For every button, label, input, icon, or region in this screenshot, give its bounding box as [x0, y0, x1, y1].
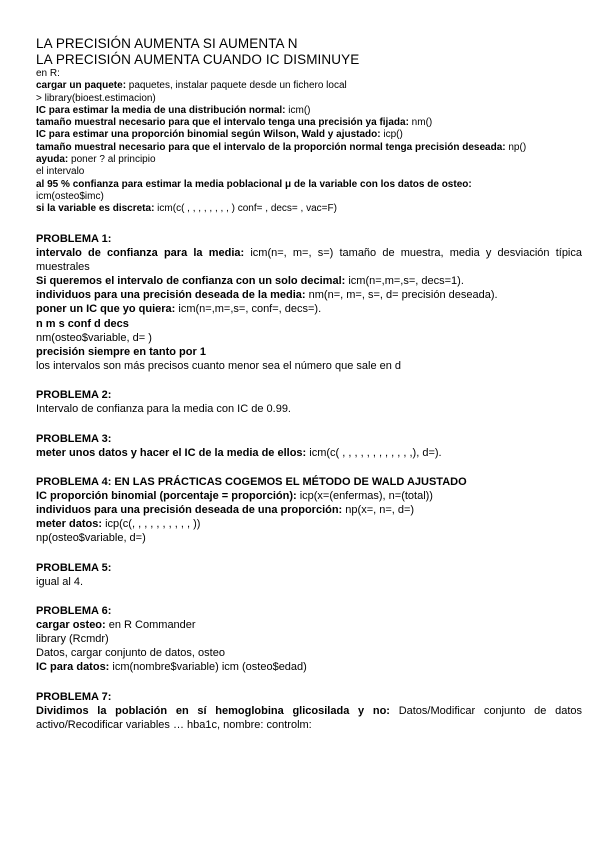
- section-line: meter unos datos y hacer el IC de la media de ellos: icm(c( , , , , , , , , , , , ,), d=).: [36, 446, 442, 459]
- section-problema-7: [36, 690, 582, 732]
- section-line: np(osteo$variable, d=): [36, 532, 146, 545]
- intro-line: ayuda: poner ? al principio: [36, 154, 156, 166]
- section-problema-1: [36, 232, 582, 374]
- section-title: PROBLEMA 6:: [36, 604, 112, 617]
- section-line: individuos para una precisión deseada de una proporción: np(x=, n=, d=): [36, 504, 415, 516]
- section-problema-6: [36, 604, 582, 675]
- section-problema-3: [36, 432, 582, 460]
- section-title: PROBLEMA 4: EN LAS PRÁCTICAS COGEMOS EL MÉTODO DE WALD AJUSTADO: [36, 475, 467, 488]
- section-line: nm(osteo$variable, d= ): [36, 331, 152, 344]
- section-line: intervalo de confianza para la media: icm(n=, m=, s=) tamaño de muestra, media y desviación típica muestrales: [36, 246, 582, 273]
- intro-block: [36, 68, 582, 216]
- intro-line: icm(osteo$imc): [36, 190, 104, 202]
- intro-line: IC para estimar una proporción binomial según Wilson, Wald y ajustado: icp(): [36, 129, 403, 141]
- intro-line: el intervalo: [36, 166, 85, 178]
- section-line: Datos, cargar conjunto de datos, osteo: [36, 647, 225, 660]
- section-line: poner un IC que yo quiera: icm(n=,m=,s=, conf=, decs=).: [36, 303, 322, 316]
- section-title: PROBLEMA 7:: [36, 690, 112, 703]
- section-line: igual al 4.: [36, 575, 84, 588]
- intro-line: si la variable es discreta: icm(c( , , , , , , , , ) conf= , decs= , vac=F): [36, 203, 337, 215]
- title-line-1: LA PRECISIÓN AUMENTA SI AUMENTA N: [36, 36, 298, 51]
- section-problema-5: [36, 561, 582, 589]
- section-problema-2: [36, 388, 582, 416]
- section-line: IC proporción binomial (porcentaje = proporción): icp(x=(enfermas), n=(total)): [36, 489, 433, 502]
- section-line: individuos para una precisión deseada de la media: nm(n=, m=, s=, d= precisión deseada).: [36, 289, 498, 302]
- document-page: [36, 36, 582, 732]
- section-line: Dividimos la población en sí hemoglobina glicosilada y no: Datos/Modificar conjunto de datos activo/Recodificar variables … hba1c, nombre: controlm:: [36, 704, 582, 731]
- intro-line: > library(bioest.estimacion): [36, 92, 156, 104]
- section-line: library (Rcmdr): [36, 633, 109, 646]
- section-title: PROBLEMA 1:: [36, 232, 112, 245]
- intro-line: tamaño muestral necesario para que el intervalo tenga una precisión ya fijada: nm(): [36, 117, 433, 129]
- title-line-2: LA PRECISIÓN AUMENTA CUANDO IC DISMINUYE: [36, 52, 360, 67]
- section-line: meter datos: icp(c(, , , , , , , , , , )): [36, 518, 201, 531]
- section-line: Intervalo de confianza para la media con IC de 0.99.: [36, 403, 291, 416]
- intro-line: en R:: [36, 68, 60, 79]
- section-line: Si queremos el intervalo de confianza con un solo decimal: icm(n=,m=,s=, decs=1).: [36, 274, 464, 287]
- section-title: PROBLEMA 5:: [36, 561, 112, 574]
- section-line: cargar osteo: en R Commander: [36, 618, 196, 631]
- section-line: precisión siempre en tanto por 1: [36, 345, 206, 358]
- section-title: PROBLEMA 2:: [36, 389, 112, 402]
- intro-line: cargar un paquete: paquetes, instalar paquete desde un fichero local: [36, 80, 347, 92]
- intro-line: al 95 % confianza para estimar la media poblacional μ de la variable con los datos de osteo:: [36, 178, 472, 190]
- section-line: los intervalos son más precisos cuanto menor sea el número que sale en d: [36, 360, 402, 373]
- section-title: PROBLEMA 3:: [36, 432, 112, 445]
- section-line: n m s conf d decs: [36, 317, 129, 330]
- section-problema-4: [36, 475, 582, 546]
- intro-line: tamaño muestral necesario para que el intervalo de la proporción normal tenga precisión deseada: np(): [36, 141, 527, 153]
- intro-line: IC para estimar la media de una distribución normal: icm(): [36, 104, 311, 116]
- section-line: IC para datos: icm(nombre$variable) icm (osteo$edad): [36, 661, 307, 674]
